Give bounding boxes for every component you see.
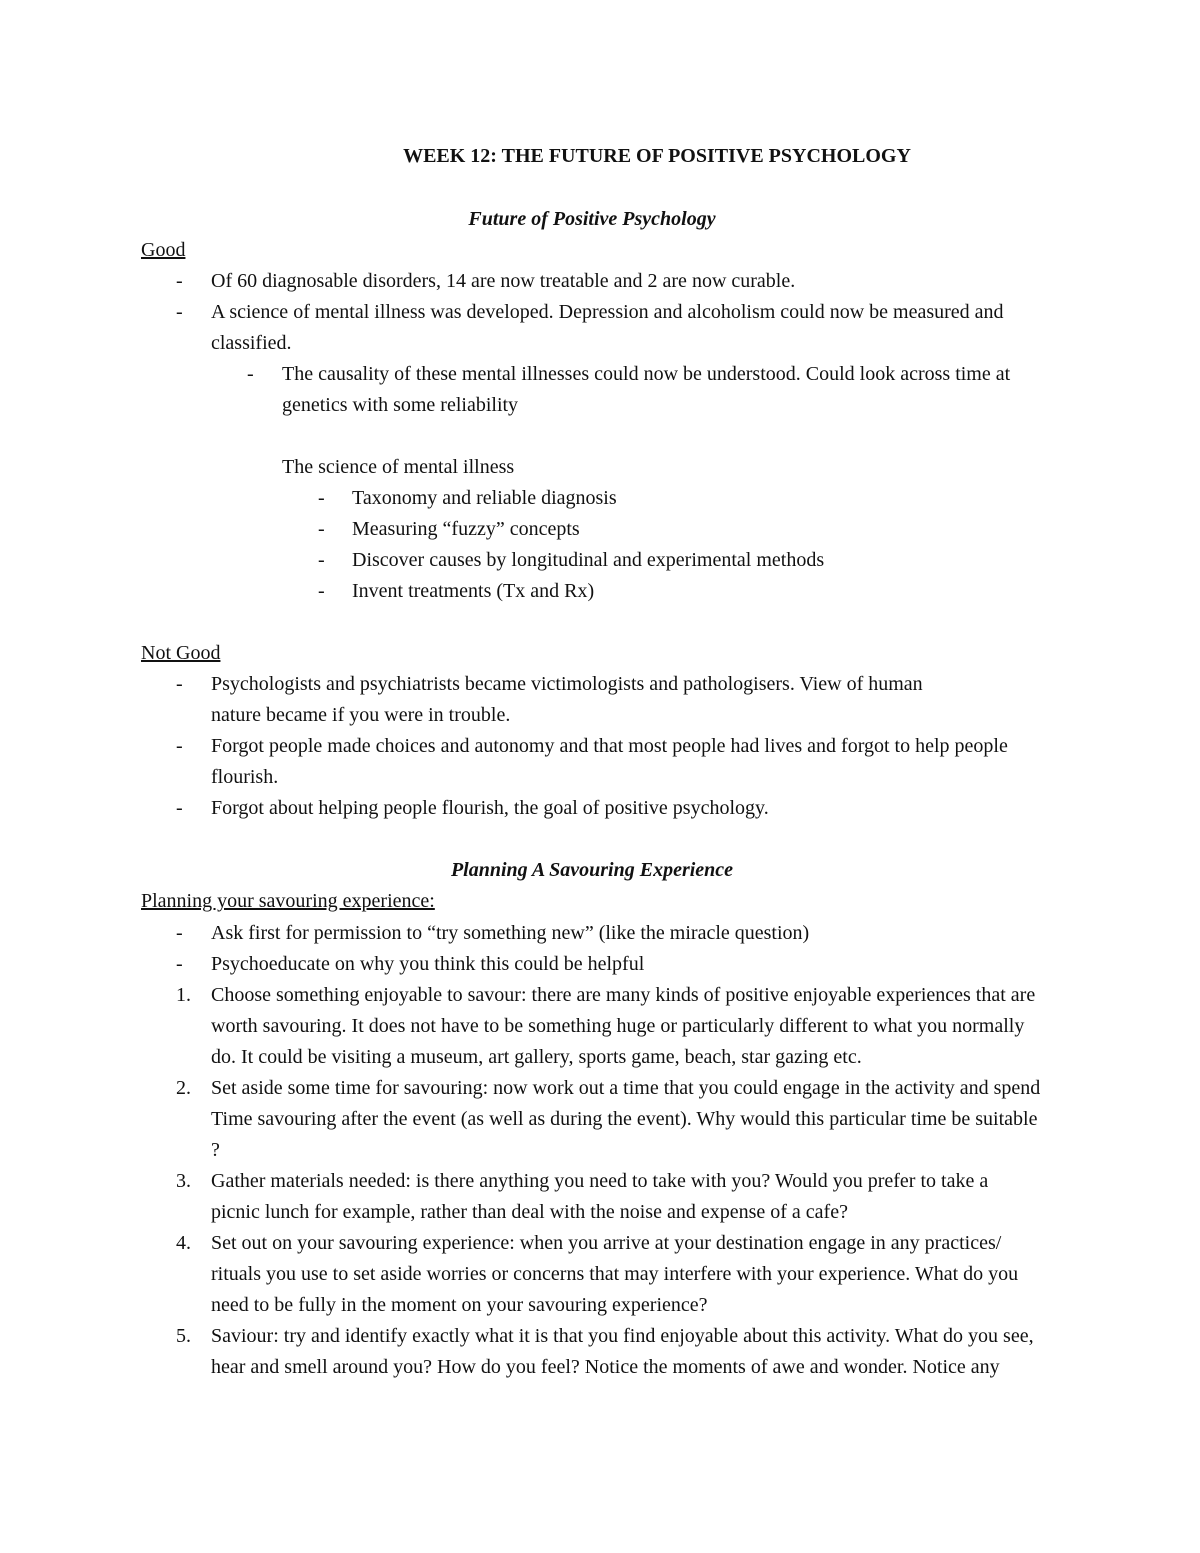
step-4-line-3: need to be fully in the moment on your savouring experience? xyxy=(211,1294,708,1316)
step-5-line-1: Saviour: try and identify exactly what it is that you find enjoyable about this activity. What do you see, xyxy=(211,1325,1034,1347)
section-heading-future: Future of Positive Psychology xyxy=(468,208,716,230)
good-bullet-2-line-1: A science of mental illness was developed. Depression and alcoholism could now be measured and xyxy=(211,301,1004,323)
step-4-line-2: rituals you use to set aside worries or concerns that may interfere with your experience. What do you xyxy=(211,1263,1019,1285)
step-number: 5. xyxy=(176,1325,191,1347)
bullet-dash: - xyxy=(176,922,183,944)
step-1-line-1: Choose something enjoyable to savour: there are many kinds of positive enjoyable experiences that are xyxy=(211,984,1036,1006)
science-item-4: Invent treatments (Tx and Rx) xyxy=(352,580,595,602)
step-number: 1. xyxy=(176,984,191,1006)
science-item-3: Discover causes by longitudinal and experimental methods xyxy=(352,549,825,571)
not-good-bullet-1-line-1: Psychologists and psychiatrists became victimologists and pathologisers. View of human xyxy=(211,673,923,695)
bullet-dash: - xyxy=(176,270,183,292)
step-4-line-1: Set out on your savouring experience: when you arrive at your destination engage in any practices/ xyxy=(211,1232,1002,1254)
step-1-line-2: worth savouring. It does not have to be something huge or particularly different to what you normally xyxy=(211,1015,1025,1037)
savouring-bullet-2: Psychoeducate on why you think this could be helpful xyxy=(211,953,645,975)
bullet-dash: - xyxy=(176,953,183,975)
good-sub-bullet-line-2: genetics with some reliability xyxy=(282,394,519,416)
step-3-line-1: Gather materials needed: is there anything you need to take with you? Would you prefer to take a xyxy=(211,1170,989,1192)
page-title: WEEK 12: THE FUTURE OF POSITIVE PSYCHOLOGY xyxy=(403,145,911,167)
not-good-bullet-2-line-1: Forgot people made choices and autonomy and that most people had lives and forgot to help people xyxy=(211,735,1008,757)
not-good-bullet-2-line-2: flourish. xyxy=(211,766,279,788)
bullet-dash: - xyxy=(318,487,325,509)
bullet-dash: - xyxy=(247,363,254,385)
bullet-dash: - xyxy=(176,673,183,695)
science-item-1: Taxonomy and reliable diagnosis xyxy=(352,487,617,509)
good-bullet-2-line-2: classified. xyxy=(211,332,292,354)
step-2-line-1: Set aside some time for savouring: now work out a time that you could engage in the activity and spend xyxy=(211,1077,1041,1099)
step-2-line-3: ? xyxy=(211,1139,220,1161)
step-number: 4. xyxy=(176,1232,191,1254)
science-item-2: Measuring “fuzzy” concepts xyxy=(352,518,580,540)
good-bullet-1-line-1: Of 60 diagnosable disorders, 14 are now treatable and 2 are now curable. xyxy=(211,270,796,292)
step-number: 3. xyxy=(176,1170,191,1192)
bullet-dash: - xyxy=(318,580,325,602)
step-3-line-2: picnic lunch for example, rather than deal with the noise and expense of a cafe? xyxy=(211,1201,848,1223)
section-heading-savouring: Planning A Savouring Experience xyxy=(450,859,734,881)
step-1-line-3: do. It could be visiting a museum, art gallery, sports game, beach, star gazing etc. xyxy=(211,1046,862,1068)
not-good-label: Not Good xyxy=(141,642,221,664)
savouring-bullet-1: Ask first for permission to “try something new” (like the miracle question) xyxy=(211,922,810,944)
good-sub-bullet-line-1: The causality of these mental illnesses could now be understood. Could look across time at xyxy=(282,363,1011,385)
bullet-dash: - xyxy=(318,518,325,540)
science-heading: The science of mental illness xyxy=(282,456,515,478)
step-number: 2. xyxy=(176,1077,191,1099)
bullet-dash: - xyxy=(176,301,183,323)
good-label: Good xyxy=(141,239,186,261)
bullet-dash: - xyxy=(176,797,183,819)
step-2-line-2: Time savouring after the event (as well as during the event). Why would this particular time be suitable xyxy=(211,1108,1038,1130)
not-good-bullet-1-line-2: nature became if you were in trouble. xyxy=(211,704,511,726)
savouring-label: Planning your savouring experience: xyxy=(141,890,435,912)
step-5-line-2: hear and smell around you? How do you feel? Notice the moments of awe and wonder. Notice any xyxy=(211,1356,1000,1378)
bullet-dash: - xyxy=(318,549,325,571)
bullet-dash: - xyxy=(176,735,183,757)
not-good-bullet-3-line-1: Forgot about helping people flourish, the goal of positive psychology. xyxy=(211,797,769,819)
